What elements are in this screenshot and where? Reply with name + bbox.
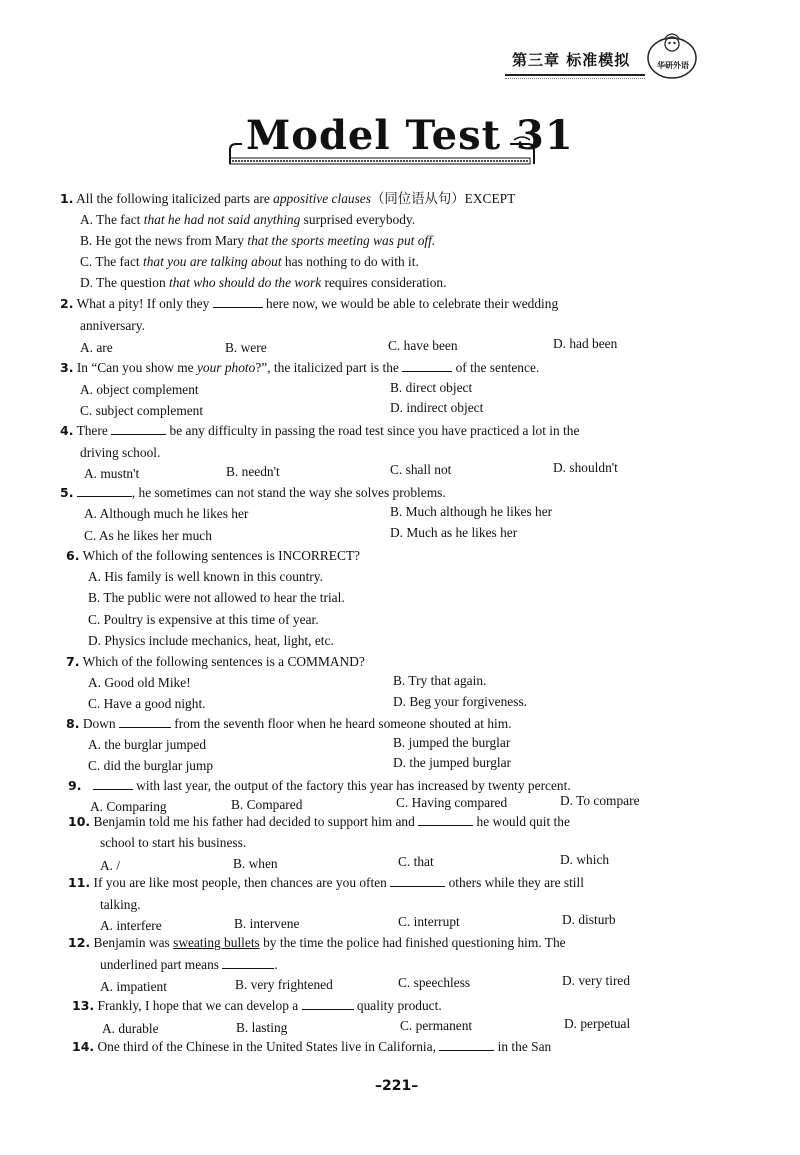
answer-blank: [302, 997, 354, 1010]
question-7: 7. Which of the following sentences is a COMMAND?: [66, 654, 365, 669]
header-dotted-rule: [505, 78, 645, 79]
answer-blank: [390, 874, 445, 887]
header-rule: [505, 74, 645, 76]
question-6-option-b: B. The public were not allowed to hear the trial.: [88, 590, 345, 605]
question-13-option-d: D. perpetual: [564, 1016, 631, 1031]
question-11-option-a: A. interfere: [100, 918, 162, 933]
question-10-option-b: B. when: [233, 856, 278, 871]
question-9-option-b: B. Compared: [231, 797, 303, 812]
answer-blank: [418, 813, 473, 826]
question-4-option-b: B. needn't: [226, 464, 280, 479]
question-4-option-d: D. shouldn't: [553, 460, 618, 475]
question-4-option-a: A. mustn't: [84, 466, 140, 481]
answer-blank: [402, 359, 452, 372]
question-7-option-c: C. Have a good night.: [88, 696, 206, 711]
question-5-option-c: C. As he likes her much: [84, 528, 212, 543]
question-3-option-a: A. object complement: [80, 382, 199, 397]
question-8: 8. Down from the seventh floor when he heard someone shouted at him.: [66, 716, 512, 731]
page-title: Model Test 31: [246, 112, 574, 159]
question-5-option-b: B. Much although he likes her: [390, 504, 553, 519]
question-5: 5. , he sometimes can not stand the way she solves problems.: [60, 485, 446, 500]
question-11-option-c: C. interrupt: [398, 914, 460, 929]
answer-blank: [93, 777, 133, 790]
answer-blank: [213, 295, 263, 308]
question-1-option-a: A. The fact that he had not said anything surprised everybody.: [80, 212, 416, 227]
question-7-option-a: A. Good old Mike!: [88, 675, 191, 690]
question-13-option-c: C. permanent: [400, 1018, 473, 1033]
question-1-option-c: C. The fact that you are talking about has nothing to do with it.: [80, 254, 419, 269]
question-9-option-a: A. Comparing: [90, 799, 167, 814]
question-6-option-a: A. His family is well known in this country.: [88, 569, 323, 584]
question-10-option-c: C. that: [398, 854, 434, 869]
question-13: 13. Frankly, I hope that we can develop a quality product.: [72, 998, 442, 1013]
question-12: 12. Benjamin was sweating bullets by the time the police had finished questioning him. The: [68, 935, 566, 950]
question-8-option-c: C. did the burglar jump: [88, 758, 214, 773]
question-8-option-d: D. the jumped burglar: [393, 755, 512, 770]
question-1-option-d: D. The question that who should do the work requires consideration.: [80, 275, 447, 290]
question-3-option-b: B. direct object: [390, 380, 473, 395]
question-12-option-c: C. speechless: [398, 975, 471, 990]
question-12-option-b: B. very frightened: [235, 977, 333, 992]
question-13-option-a: A. durable: [102, 1021, 159, 1036]
question-4-stem-cont: driving school.: [80, 445, 161, 460]
question-2-option-c: C. have been: [388, 338, 458, 353]
question-9: 9. with last year, the output of the factory this year has increased by twenty percent.: [68, 778, 571, 793]
publisher-logo-icon: [645, 28, 699, 82]
question-1: 1. All the following italicized parts are appositive clauses（同位语从句）EXCEPT: [60, 191, 516, 206]
question-13-option-b: B. lasting: [236, 1020, 288, 1035]
question-9-option-d: D. To compare: [560, 793, 640, 808]
question-11-stem-cont: talking.: [100, 897, 141, 912]
answer-blank: [119, 715, 171, 728]
question-2-option-d: D. had been: [553, 336, 618, 351]
question-12-stem-cont: underlined part means .: [100, 957, 278, 972]
question-4: 4. There be any difficulty in passing the road test since you have practiced a lot in the: [60, 423, 580, 438]
question-number: 1.: [60, 191, 74, 206]
logo-text: 华研外语: [657, 61, 689, 70]
question-12-option-d: D. very tired: [562, 973, 631, 988]
question-11-option-b: B. intervene: [234, 916, 300, 931]
question-11: 11. If you are like most people, then chances are you often others while they are still: [68, 875, 584, 890]
answer-blank: [439, 1038, 494, 1051]
question-8-option-b: B. jumped the burglar: [393, 735, 511, 750]
title-block: [228, 112, 574, 170]
question-5-option-a: A. Although much he likes her: [84, 506, 249, 521]
question-5-option-d: D. Much as he likes her: [390, 525, 518, 540]
question-2-option-a: A. are: [80, 340, 113, 355]
question-6-option-c: C. Poultry is expensive at this time of year.: [88, 612, 319, 627]
question-10-option-d: D. which: [560, 852, 610, 867]
question-8-option-a: A. the burglar jumped: [88, 737, 207, 752]
question-2-stem-cont: anniversary.: [80, 318, 145, 333]
question-3-option-c: C. subject complement: [80, 403, 204, 418]
question-6: 6. Which of the following sentences is INCORRECT?: [66, 548, 360, 563]
question-2: 2. What a pity! If only they here now, we would be able to celebrate their wedding: [60, 296, 559, 311]
question-12-option-a: A. impatient: [100, 979, 167, 994]
question-14: 14. One third of the Chinese in the United States live in California, in the San: [72, 1039, 552, 1054]
question-10-option-a: A. /: [100, 858, 121, 873]
question-6-option-d: D. Physics include mechanics, heat, light, etc.: [88, 633, 334, 648]
question-1-option-b: B. He got the news from Mary that the sports meeting was put off.: [80, 233, 436, 248]
question-2-option-b: B. were: [225, 340, 267, 355]
answer-blank: [111, 422, 166, 435]
question-11-option-d: D. disturb: [562, 912, 616, 927]
question-3-option-d: D. indirect object: [390, 400, 484, 415]
question-3: 3. In “Can you show me your photo?”, the italicized part is the of the sentence.: [60, 360, 540, 375]
chapter-header: 第三章 标准模拟: [512, 51, 631, 69]
answer-blank: [222, 956, 274, 969]
question-10-stem-cont: school to start his business.: [100, 835, 247, 850]
question-10: 10. Benjamin told me his father had decided to support him and he would quit the: [68, 814, 570, 829]
page-number: –221–: [375, 1078, 419, 1094]
answer-blank: [77, 484, 132, 497]
question-9-option-c: C. Having compared: [396, 795, 508, 810]
question-7-option-d: D. Beg your forgiveness.: [393, 694, 528, 709]
question-4-option-c: C. shall not: [390, 462, 452, 477]
question-7-option-b: B. Try that again.: [393, 673, 487, 688]
